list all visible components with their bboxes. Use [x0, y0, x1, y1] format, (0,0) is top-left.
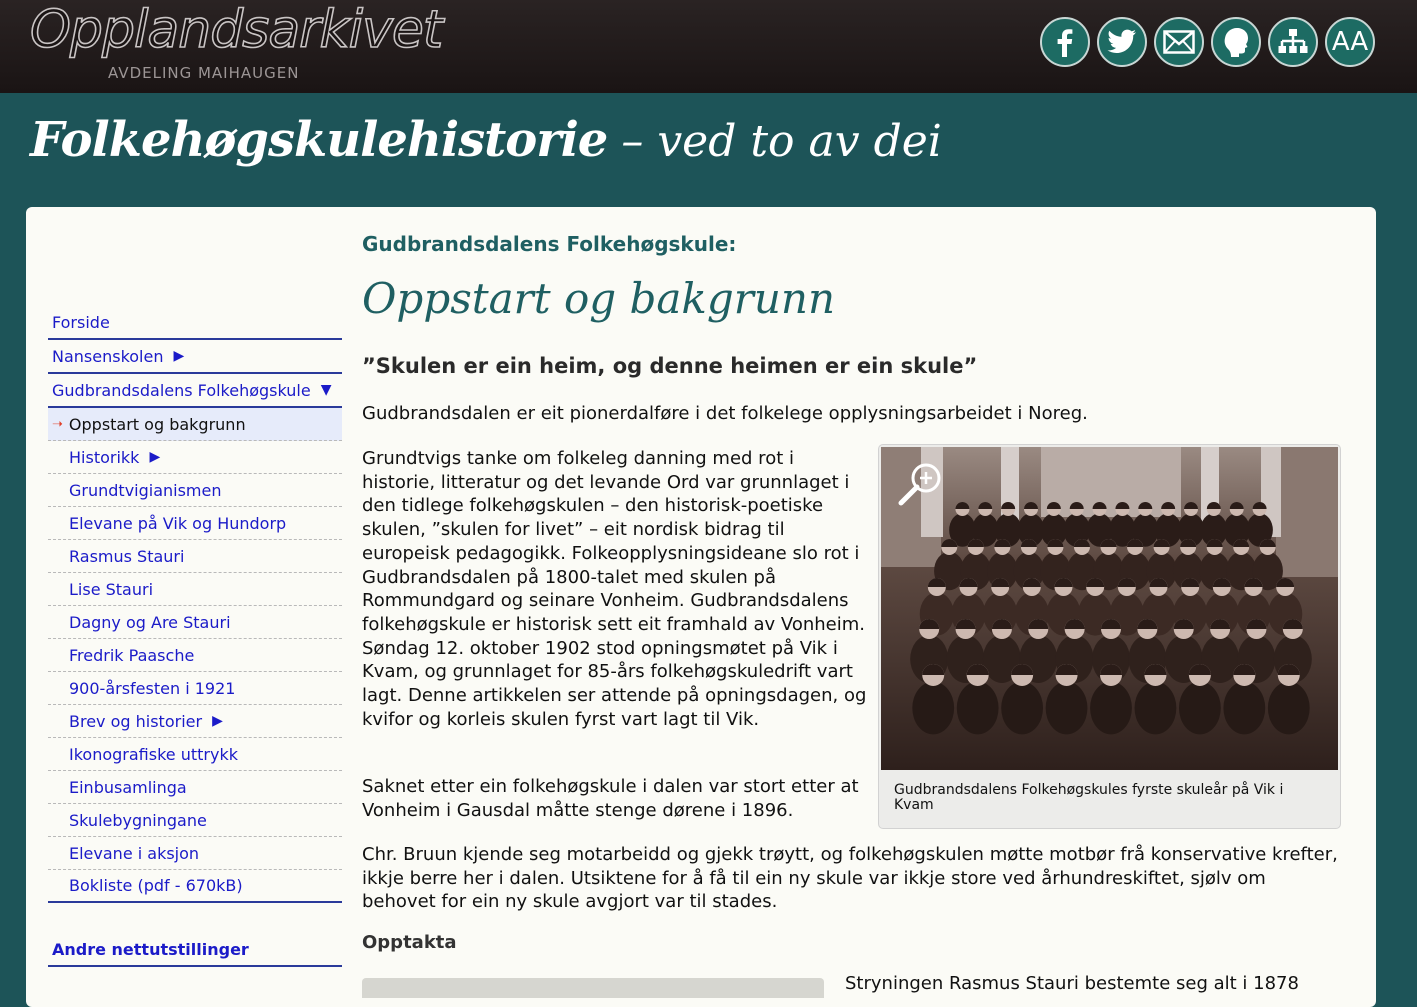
mail-button[interactable] [1154, 17, 1204, 67]
intro-paragraph: Gudbrandsdalen er eit pionerdalføre i det folkelege opplysningsarbeidet i Noreg. [362, 403, 1088, 424]
sidebar-item-label: Bokliste (pdf - 670kB) [69, 876, 243, 895]
sidebar-item-label: Nansenskolen [52, 346, 164, 366]
sidebar-item-oppstart-og-bakgrunn[interactable] [48, 408, 342, 441]
sidebar-item-label: Ikonografiske uttrykk [69, 744, 238, 764]
facebook-button[interactable] [1040, 17, 1090, 67]
sidebar-item-label: Brev og historier [69, 711, 203, 731]
site-title-main: Folkehøgskulehistorie [30, 112, 608, 168]
figure-caption: Gudbrandsdalens Folkehøgskules fyrste skuleår på Vik i Kvam [894, 782, 1284, 813]
sidebar-item-label: Rasmus Stauri [69, 546, 185, 566]
expand-arrow-icon: ▶ [149, 449, 161, 465]
sidebar-item-label: Dagny og Are Stauri [69, 612, 231, 632]
sidebar-item-forside[interactable] [48, 306, 342, 340]
facebook-icon [1052, 27, 1078, 57]
sidebar-item-fredrik-paasche[interactable] [48, 639, 342, 672]
sidebar-nav [48, 306, 342, 903]
sidebar-item-historikk[interactable] [48, 441, 342, 474]
expand-arrow-icon: ▶ [173, 348, 185, 364]
sidebar-item-label: Forside [52, 312, 110, 332]
section-title: Gudbrandsdalens Folkehøgskule: [362, 232, 737, 256]
profile-button[interactable] [1211, 17, 1261, 67]
group-photo[interactable] [881, 447, 1338, 770]
site-title-rest: – ved to av dei [607, 116, 942, 167]
text-size-button[interactable] [1325, 17, 1375, 67]
sidebar-item-label: Skulebygningane [69, 810, 207, 830]
sidebar-item-dagny-are-stauri[interactable] [48, 606, 342, 639]
profile-head-icon [1222, 26, 1250, 58]
article-image[interactable] [362, 978, 824, 998]
mail-icon [1163, 30, 1195, 54]
sub-heading: Opptakta [362, 932, 457, 953]
twitter-button[interactable] [1097, 17, 1147, 67]
collapse-arrow-icon: ▼ [320, 382, 332, 398]
sidebar-item-label: Oppstart og bakgrunn [68, 414, 246, 434]
sidebar-item-elevane-i-aksjon[interactable] [48, 837, 342, 870]
page-title: Oppstart og bakgrunn [362, 274, 835, 323]
current-arrow-icon: ➝ [52, 416, 63, 432]
other-exhibitions-link[interactable]: Andre nettutstillinger [48, 934, 342, 967]
sitemap-button[interactable] [1268, 17, 1318, 67]
body-paragraph: Grundtvigs tanke om folkeleg danning med rot i historie, litteratur og det levande Ord var grunnlaget i den tidlege folkehøgskulen – den historisk-poetiske skulen, ”skulen for livet” – eit nordisk bidrag til europeisk pedagogikk. Folkeopplysningsideane slo rot i Gudbrandsdalen på 1800-talet med skulen på Rommundgard og seinare Vonheim. Gudbrandsdalens folkehøgskule er historisk sett eit framhald av Vonheim. Søndag 12. oktober 1902 stod opningsmøtet på Vik i Kvam, og grunnlaget for 85-års folkehøgskuledrift vart lagt. Denne artikkelen ser attende på opningsdagen, og kvifor og korleis skulen fyrst vart lagt til Vik. [362, 448, 867, 730]
sidebar-item-label: 900-årsfesten i 1921 [69, 678, 236, 698]
sidebar-item-label: Fredrik Paasche [69, 645, 195, 665]
body-paragraph: Stryningen Rasmus Stauri bestemte seg alt i 1878 [845, 973, 1299, 994]
sidebar-item-lise-stauri[interactable] [48, 573, 342, 606]
sidebar-item-label: Grundtvigianismen [69, 480, 222, 500]
sidebar-item-elevane-vik-hundorp[interactable] [48, 507, 342, 540]
sidebar-item-skulebygningane[interactable] [48, 804, 342, 837]
sidebar-item-bokliste[interactable] [48, 870, 342, 903]
sidebar-item-900-arsfesten[interactable] [48, 672, 342, 705]
body-paragraph: Saknet etter ein folkehøgskule i dalen var stort etter at Vonheim i Gausdal måtte stenge dørene i 1896. [362, 776, 859, 821]
site-title [30, 112, 942, 168]
sidebar-item-einbusamlinga[interactable] [48, 771, 342, 804]
sidebar-item-rasmus-stauri[interactable] [48, 540, 342, 573]
sidebar-item-label: Einbusamlinga [69, 777, 187, 797]
photo-figure [878, 444, 1341, 829]
sidebar-item-gudbrandsdalens-folkehogskule[interactable] [48, 374, 342, 408]
sidebar-item-label: Elevane i aksjon [69, 843, 200, 863]
site-logo[interactable]: Opplandsarkivet [30, 0, 443, 60]
sidebar-item-grundtvigianismen[interactable] [48, 474, 342, 507]
expand-arrow-icon: ▶ [212, 713, 223, 729]
site-logo-subtitle: AVDELING MAIHAUGEN [108, 64, 300, 82]
site-header [0, 0, 1417, 93]
sitemap-icon [1278, 28, 1308, 56]
quote-heading: ”Skulen er ein heim, og denne heimen er ein skule” [362, 354, 978, 378]
sidebar-item-ikonografiske-uttrykk[interactable] [48, 738, 342, 771]
sidebar-item-label: Historikk [69, 447, 140, 467]
sidebar-item-label: Lise Stauri [69, 579, 154, 599]
twitter-icon [1107, 29, 1137, 55]
text-size-icon: AA [1331, 27, 1369, 57]
body-paragraph: Chr. Bruun kjende seg motarbeidd og gjekk trøytt, og folkehøgskulen møtte motbør frå konservative krefter, ikkje berre her i dalen. Utsiktene for å få til ein ny skule var ikkje store ved århundreskiftet, sjølv om behovet for ein ny skule avgjort var til stades. [362, 844, 1338, 913]
sidebar-item-nansenskolen[interactable] [48, 340, 342, 374]
sidebar-item-label: Elevane på Vik og Hundorp [69, 513, 287, 533]
sidebar-item-brev-og-historier[interactable] [48, 705, 342, 738]
sidebar-item-label: Gudbrandsdalens Folkehøgskule [52, 380, 311, 400]
